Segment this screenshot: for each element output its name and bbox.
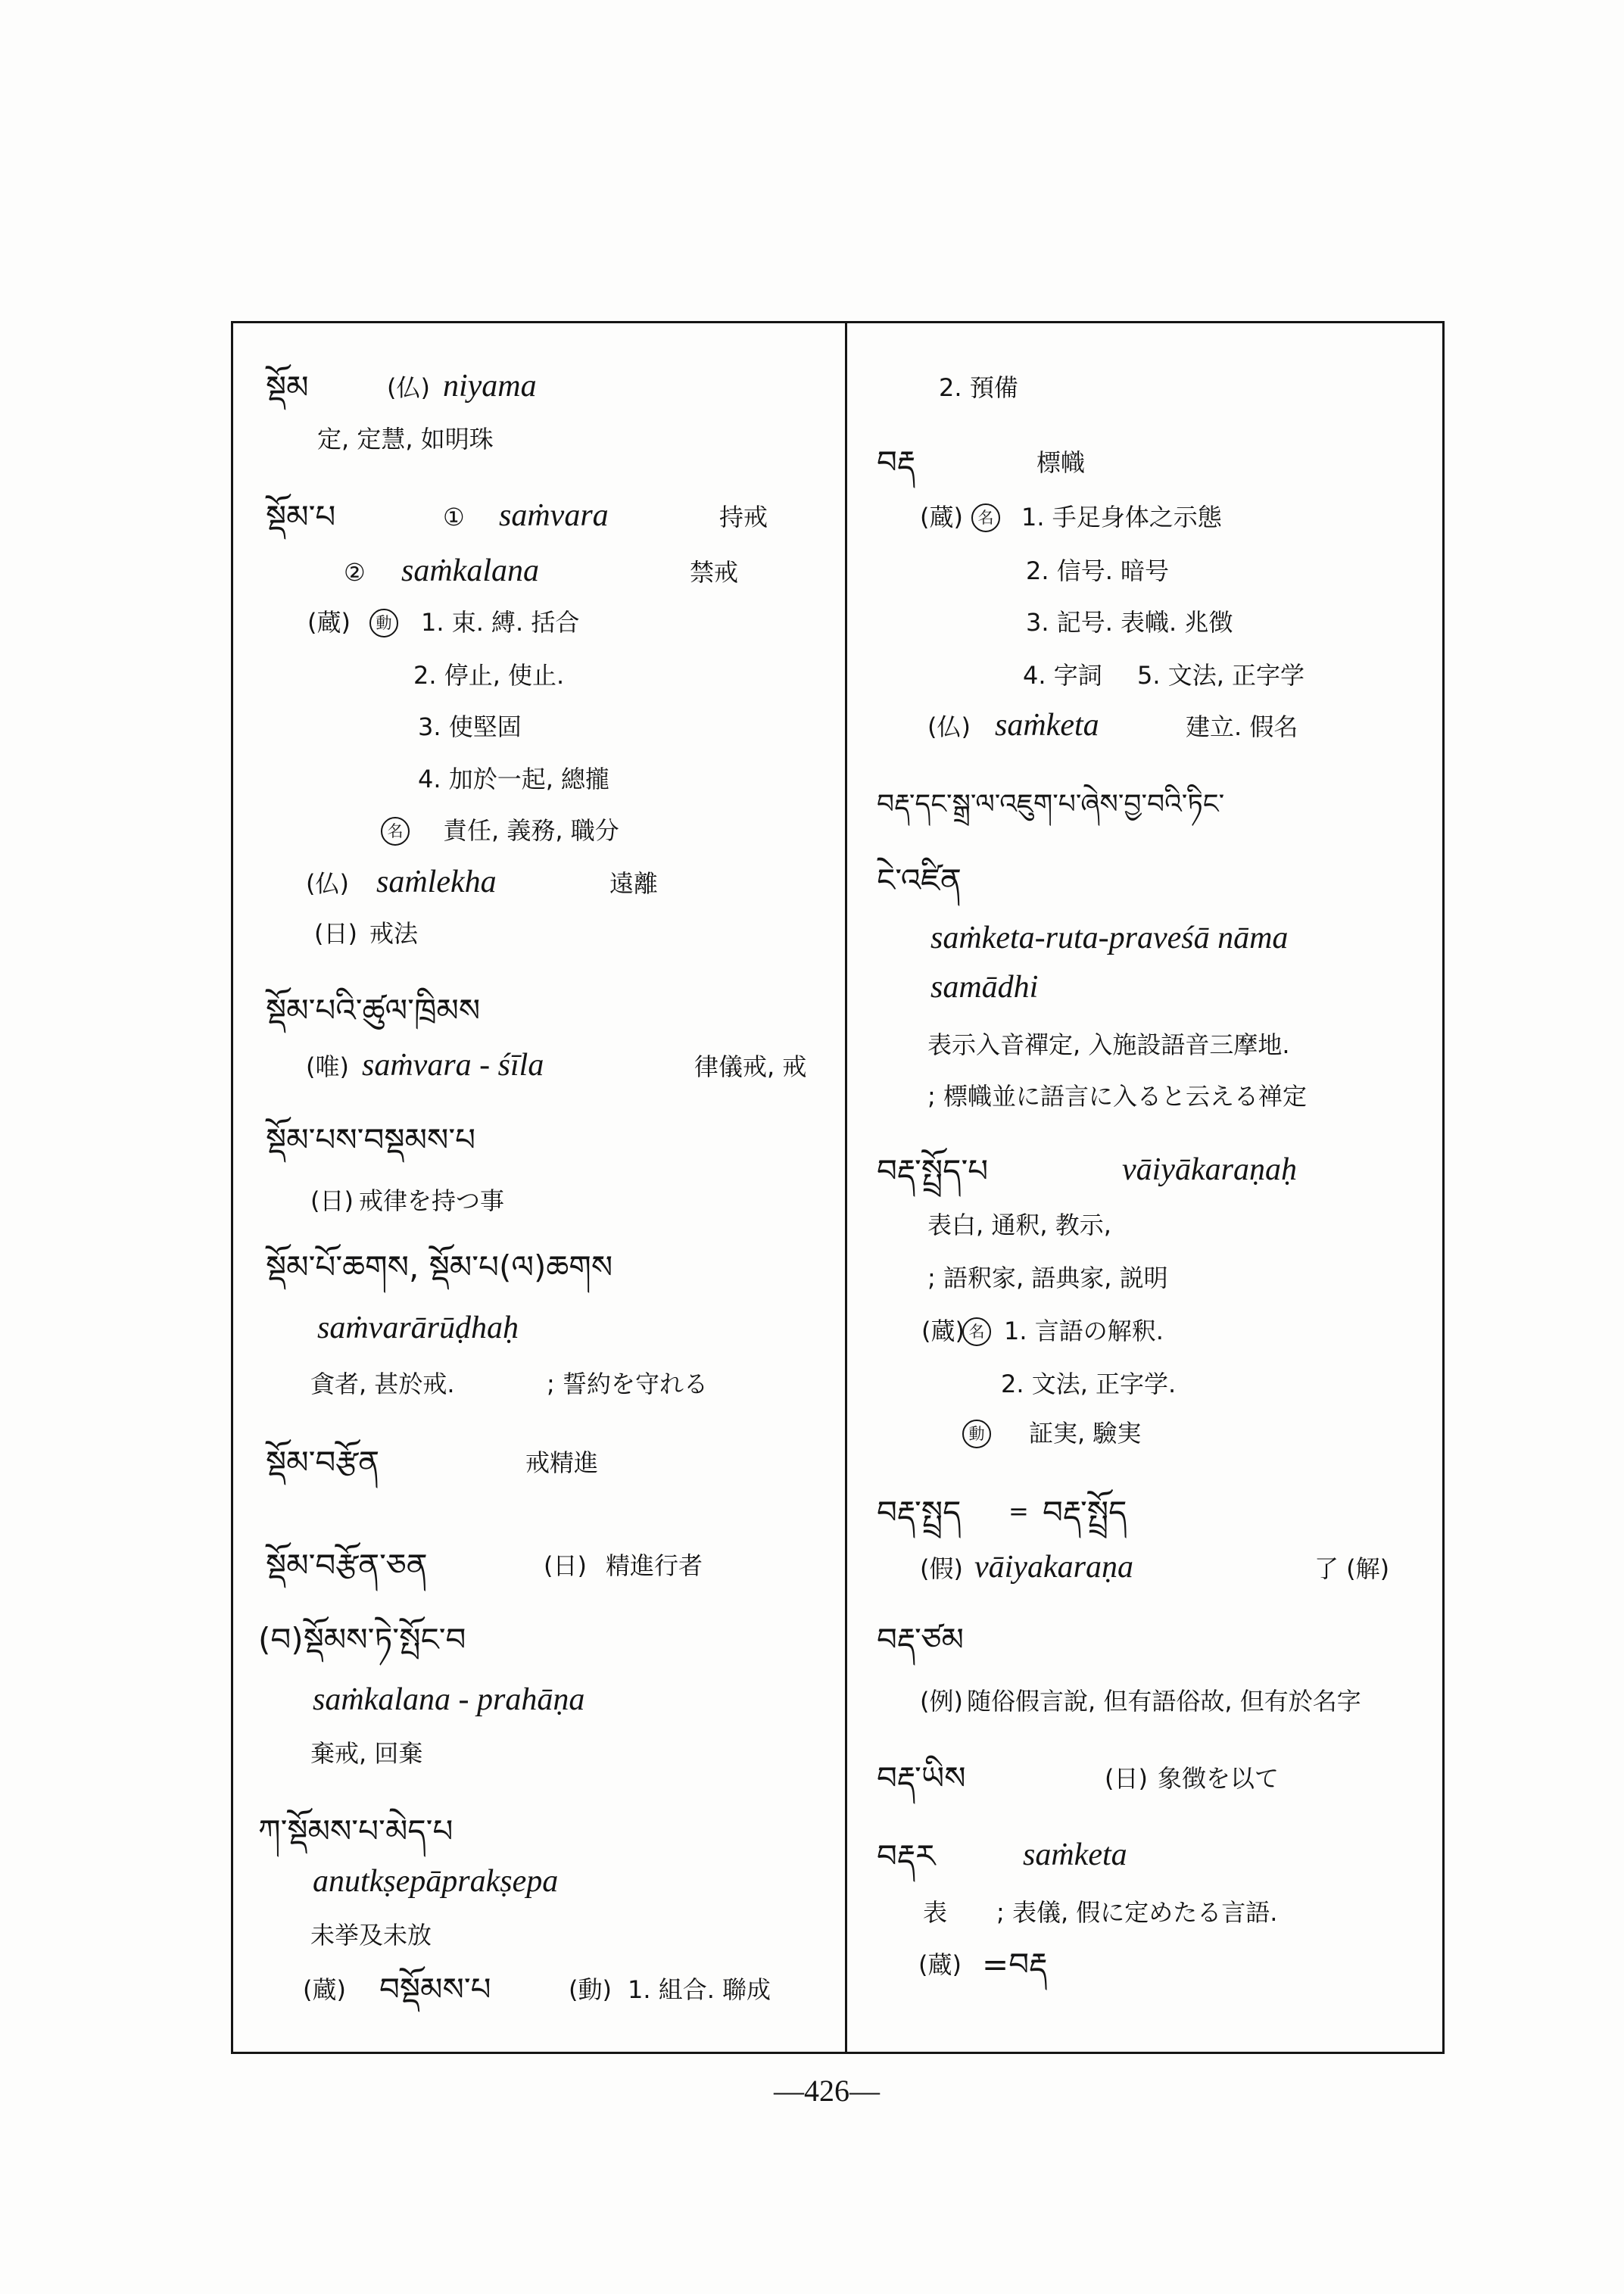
sense: 5. 文法, 正字学 bbox=[1137, 661, 1305, 690]
gloss: 表示入音禪定, 入施設語音三摩地. bbox=[927, 1030, 1290, 1059]
sanskrit-term: saṁvarārūḍhaḥ bbox=[317, 1311, 519, 1345]
pos-tag: (動) bbox=[569, 1975, 612, 2004]
sense: 2. 停止, 使止. bbox=[413, 661, 565, 690]
gloss-japanese: ; 語釈家, 語典家, 説明 bbox=[927, 1264, 1168, 1292]
sense: 2. 信号. 暗号 bbox=[1026, 556, 1170, 585]
headword: (བ)སྡོམས་ཏེ་སྤོང་བ bbox=[258, 1621, 466, 1658]
pos-circle-verb: 動 bbox=[369, 609, 398, 637]
source-tag: (日) bbox=[314, 919, 357, 948]
equivalent-headword: =བརྡ bbox=[982, 1946, 1048, 1983]
source-tag: (蔵) bbox=[920, 503, 963, 531]
sense: 証実, 驗実 bbox=[1029, 1419, 1142, 1448]
source-tag: (仏) bbox=[927, 712, 971, 741]
headword: སྡོམ་པ bbox=[266, 498, 336, 535]
source-tag: (蔵) bbox=[303, 1975, 346, 2004]
sanskrit-term: vāiyākaraṇaḥ bbox=[1122, 1152, 1297, 1187]
pos-circle-noun: 名 bbox=[971, 503, 1000, 532]
sanskrit-term: saṁvara - śīla bbox=[362, 1048, 544, 1083]
sanskrit-term: saṁketa-ruta-praveśā nāma bbox=[930, 921, 1289, 955]
gloss: 表白, 通釈, 教示, bbox=[927, 1211, 1111, 1239]
source-tag: (仏) bbox=[387, 373, 430, 402]
sense-number: ② bbox=[344, 558, 366, 587]
headword: བརྡར bbox=[877, 1837, 936, 1875]
gloss: 戒法 bbox=[369, 919, 419, 948]
page-number: —426— bbox=[774, 2074, 880, 2108]
gloss: 随俗假言說, 但有語俗故, 但有於名字 bbox=[967, 1687, 1361, 1716]
headword: སྡོམ་པོ་ཆགས, སྡོམ་པ(ལ)ཆགས bbox=[266, 1248, 613, 1286]
headword: བརྡ་སྤྲོད་པ bbox=[877, 1152, 989, 1189]
headword-continued: ངེ་འཛིན bbox=[877, 862, 962, 899]
source-tag: (例) bbox=[920, 1687, 963, 1716]
headword: སྡོམ་བརྩོན་ཅན bbox=[266, 1547, 428, 1584]
sanskrit-term: saṁkalana - prahāṇa bbox=[313, 1682, 585, 1717]
sanskrit-term: vāiyakaraṇa bbox=[974, 1550, 1133, 1585]
related-headword: བསྡོམས་པ bbox=[379, 1971, 491, 2008]
gloss: 定, 定慧, 如明珠 bbox=[317, 425, 494, 454]
sense: 3. 記号. 表幟. 兆徴 bbox=[1026, 608, 1233, 637]
headword: བརྡ་སྤྲད bbox=[877, 1494, 962, 1531]
sanskrit-term: saṁketa bbox=[995, 708, 1099, 743]
pos-circle-noun: 名 bbox=[381, 817, 410, 846]
source-tag: (日) bbox=[1105, 1764, 1148, 1793]
gloss: 未挙及未放 bbox=[310, 1921, 432, 1950]
sanskrit-term: saṁlekha bbox=[376, 865, 497, 899]
headword: སྡོམ bbox=[266, 369, 309, 406]
sanskrit-term: anutkṣepāprakṣepa bbox=[313, 1864, 559, 1899]
headword: སྡོམ་བརྩོན bbox=[266, 1444, 380, 1481]
sense: 1. 言語の解釈. bbox=[1004, 1317, 1164, 1345]
gloss-japanese: ; 標幟並に語言に入ると云える禅定 bbox=[927, 1082, 1307, 1111]
sense: 3. 使堅固 bbox=[418, 712, 522, 741]
gloss: 戒精進 bbox=[525, 1448, 599, 1477]
pos-circle-verb: 動 bbox=[962, 1420, 991, 1448]
gloss: 遠離 bbox=[609, 869, 659, 898]
headword: བརྡ་ཙམ bbox=[877, 1621, 964, 1658]
source-tag: (蔵) bbox=[918, 1950, 962, 1979]
gloss: 建立. 假名 bbox=[1186, 712, 1298, 741]
sense: 1. 手足身体之示態 bbox=[1021, 503, 1222, 531]
headword: སྡོམ་པའི་ཚུལ་ཁྲིམས bbox=[266, 992, 481, 1029]
headword: བརྡ bbox=[877, 444, 916, 481]
source-tag: (仏) bbox=[306, 869, 349, 898]
sanskrit-term: saṁvara bbox=[499, 498, 609, 533]
gloss: 禁戒 bbox=[690, 558, 739, 587]
sense: 4. 字詞 bbox=[1023, 661, 1102, 690]
gloss: 表 bbox=[923, 1898, 948, 1927]
source-tag: (蔵) bbox=[307, 608, 351, 637]
headword: ཀ་སྡོམས་པ་མེད་པ bbox=[258, 1812, 454, 1850]
gloss: 貪者, 甚於戒. bbox=[310, 1370, 455, 1398]
sanskrit-term: saṁketa bbox=[1023, 1837, 1127, 1872]
sense: 2. 預備 bbox=[939, 373, 1018, 402]
sense-number: ① bbox=[443, 503, 465, 531]
source-tag: (日) bbox=[544, 1551, 587, 1580]
sense: 2. 文法, 正字学. bbox=[1001, 1370, 1177, 1398]
headword: སྡོམ་པས་བསྡམས་པ bbox=[266, 1121, 476, 1158]
gloss-japanese: ; 表儀, 假に定めたる言語. bbox=[996, 1898, 1278, 1927]
sanskrit-term: saṁkalana bbox=[401, 553, 539, 588]
headword: བརྡ་ཡིས bbox=[877, 1759, 966, 1797]
sense: 4. 加於一起, 總攏 bbox=[418, 765, 610, 793]
sanskrit-term-continued: samādhi bbox=[930, 970, 1039, 1005]
gloss: 標幟 bbox=[1036, 448, 1086, 477]
source-tag: (日) bbox=[310, 1186, 354, 1215]
sense: 責任, 義務, 職分 bbox=[443, 816, 619, 845]
gloss: 精進行者 bbox=[606, 1551, 703, 1580]
sense: 1. 束. 縛. 括合 bbox=[421, 608, 580, 637]
equivalent-headword: བརྡ་སྤྲོད bbox=[1043, 1494, 1127, 1531]
headword: བརྡ་དང་སྒྲ་ལ་འཇུག་པ་ཞེས་བྱ་བའི་ཏིང་ bbox=[877, 789, 1225, 820]
equals-sign: = bbox=[1008, 1497, 1029, 1526]
sanskrit-term: niyama bbox=[443, 369, 537, 404]
gloss: 律儀戒, 戒 bbox=[694, 1052, 807, 1081]
left-column bbox=[233, 323, 845, 2051]
gloss: 棄戒, 回棄 bbox=[310, 1739, 423, 1768]
gloss: 持戒 bbox=[719, 503, 768, 531]
pos-circle-noun: 名 bbox=[962, 1317, 991, 1346]
gloss: 了 (解) bbox=[1314, 1554, 1390, 1583]
source-tag: (唯) bbox=[306, 1052, 349, 1081]
source-tag: (蔵) bbox=[921, 1317, 965, 1345]
sense: 1. 組合. 聯成 bbox=[628, 1975, 771, 2004]
gloss: 戒律を持つ事 bbox=[359, 1186, 505, 1215]
right-column bbox=[847, 323, 1442, 2051]
source-tag: (假) bbox=[920, 1554, 963, 1583]
gloss: 象徴を以て bbox=[1158, 1764, 1280, 1793]
gloss-japanese: ; 誓約を守れる bbox=[547, 1370, 708, 1398]
